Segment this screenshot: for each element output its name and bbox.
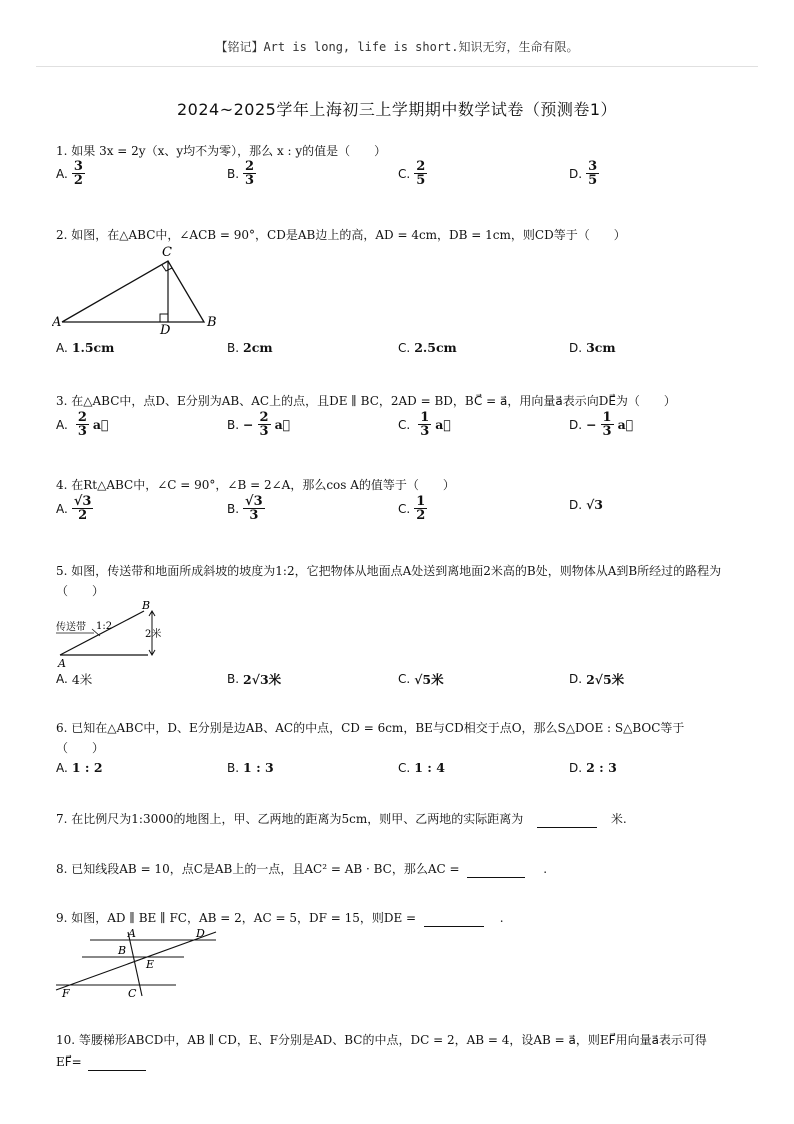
question-7-text: 7. 在比例尺为1:3000的地图上，甲、乙两地的距离为5cm，则甲、乙两地的实际距离为 <box>56 812 524 826</box>
label-a: A <box>58 657 66 669</box>
question-1-text: 1. 如果 3x = 2y（x、y均不为零），那么 x : y的值是（ ） <box>56 144 387 158</box>
q2-triangle-figure <box>52 244 222 336</box>
option-fraction: $\frac{3}{2}$ <box>73 159 83 188</box>
option-fraction: $\frac{3}{5}$ <box>588 159 598 188</box>
label-height: 2米 <box>145 629 162 640</box>
question-8: 8. 已知线段AB = 10，点C是AB上的一点，且AC² = AB · BC，那么AC = . <box>56 862 548 876</box>
q9-parallel-lines-figure <box>52 924 222 1002</box>
question-4-text: 4. 在Rt△ABC中，∠C = 90°，∠B = 2∠A，那么cos A的值等于（ ） <box>56 478 455 492</box>
question-5-text: 5. 如图，传送带和地面所成斜坡的坡度为1:2，它把物体从地面点A处送到离地面2米高的B处，则物体从A到B所经过的路程为 <box>56 564 722 578</box>
question-9: 9. 如图，AD ∥ BE ∥ FC，AB = 2，AC = 5，DF = 15，则DE = . <box>56 911 504 925</box>
question-10-text: 10. 等腰梯形ABCD中，AB ∥ CD，E、F分别是AD、BC的中点，DC = 2，AB = 4，设AB = a⃗，则EF⃗用向量a⃗表示可得 <box>56 1033 707 1047</box>
question-3-text: 3. 在△ABC中，点D、E分别为AB、AC上的点，且DE ∥ BC，2AD = BD，BC⃗ = a⃗，用向量a⃗表示向DE⃗为（ ） <box>56 394 676 408</box>
label-belt: 传送带 <box>56 622 86 633</box>
q5-option-d: D. 2√5米 <box>569 672 625 687</box>
question-2-text: 2. 如图，在△ABC中，∠ACB = 90°，CD是AB边上的高，AD = 4cm，DB = 1cm，则CD等于（ ） <box>56 228 626 242</box>
q3-option-c: C. $\frac{1}{3}$ a⃗ <box>398 410 451 439</box>
q5-option-c: C. √5米 <box>398 672 444 687</box>
question-10-answer-line <box>56 1053 146 1071</box>
label-b: B <box>118 944 127 957</box>
option-label: D. <box>569 166 583 181</box>
q5-conveyor-figure <box>52 599 172 669</box>
label-a: A <box>52 315 62 330</box>
q3-option-b: B. − $\frac{2}{3}$ a⃗ <box>227 410 291 439</box>
label-c: C <box>162 245 172 260</box>
label-ratio: 1:2 <box>96 621 113 632</box>
question-10-lead: EF⃗= <box>56 1055 82 1069</box>
label-a: A <box>128 927 136 940</box>
q2-option-b: B. 2cm <box>227 340 273 355</box>
q4-option-b: B. $\frac{√3}{3}$ <box>227 494 263 523</box>
q5-option-a: A. 4米 <box>56 672 93 687</box>
label-e: E <box>146 958 155 971</box>
q6-option-b: B. 1 : 3 <box>227 760 274 775</box>
answer-blank[interactable] <box>537 827 597 828</box>
label-b: B <box>142 599 151 612</box>
label-b: B <box>207 315 217 330</box>
question-8-text: 8. 已知线段AB = 10，点C是AB上的一点，且AC² = AB · BC，那么AC = <box>56 862 460 876</box>
q1-option-b <box>227 160 256 187</box>
question-5-paren: （ ） <box>56 584 105 598</box>
q1-option-a <box>56 160 85 187</box>
q4-option-d: D. √3 <box>569 497 603 512</box>
answer-blank[interactable] <box>88 1070 146 1071</box>
option-label: B. <box>227 166 240 181</box>
question-6-text: 6. 已知在△ABC中，D、E分别是边AB、AC的中点，CD = 6cm，BE与CD相交于点O，那么S△DOE : S△BOC等于 <box>56 721 685 735</box>
option-fraction: $\frac{2}{5}$ <box>416 159 426 188</box>
question-6-paren: （ ） <box>56 741 105 755</box>
option-label: A. <box>56 166 68 181</box>
q6-option-a: A. 1 : 2 <box>56 760 103 775</box>
page-header-motto: 【铭记】Art is long, life is short.知识无穷，生命有限。 <box>215 40 579 54</box>
option-label: C. <box>398 166 411 181</box>
q1-option-c <box>398 160 427 187</box>
answer-blank[interactable] <box>424 926 484 927</box>
q5-option-b: B. 2√3米 <box>227 672 282 687</box>
label-d: D <box>196 927 205 940</box>
question-7 <box>56 810 627 828</box>
label-d: D <box>160 323 171 336</box>
q6-option-d: D. 2 : 3 <box>569 760 617 775</box>
q2-option-c: C. 2.5cm <box>398 340 457 355</box>
label-f: F <box>62 987 70 1000</box>
q2-option-a: A. 1.5cm <box>56 340 115 355</box>
question-7-unit: 米. <box>610 812 627 826</box>
q3-option-a: A. $\frac{2}{3}$ a⃗ <box>56 410 109 439</box>
question-9-text: 9. 如图，AD ∥ BE ∥ FC，AB = 2，AC = 5，DF = 15，则DE = <box>56 911 417 925</box>
answer-blank[interactable] <box>467 877 525 878</box>
option-fraction: $\frac{2}{3}$ <box>245 159 255 188</box>
label-c: C <box>128 987 137 1000</box>
q4-option-a: A. $\frac{√3}{2}$ <box>56 494 92 523</box>
header-divider <box>36 66 758 67</box>
q6-option-c: C. 1 : 4 <box>398 760 445 775</box>
exam-title: 2024~2025学年上海初三上学期期中数学试卷（预测卷1） <box>176 100 618 119</box>
q2-option-d: D. 3cm <box>569 340 616 355</box>
q1-option-d <box>569 160 599 187</box>
q3-option-d: D. − $\frac{1}{3}$ a⃗ <box>569 410 634 439</box>
q4-option-c: C. $\frac{1}{2}$ <box>398 494 426 523</box>
